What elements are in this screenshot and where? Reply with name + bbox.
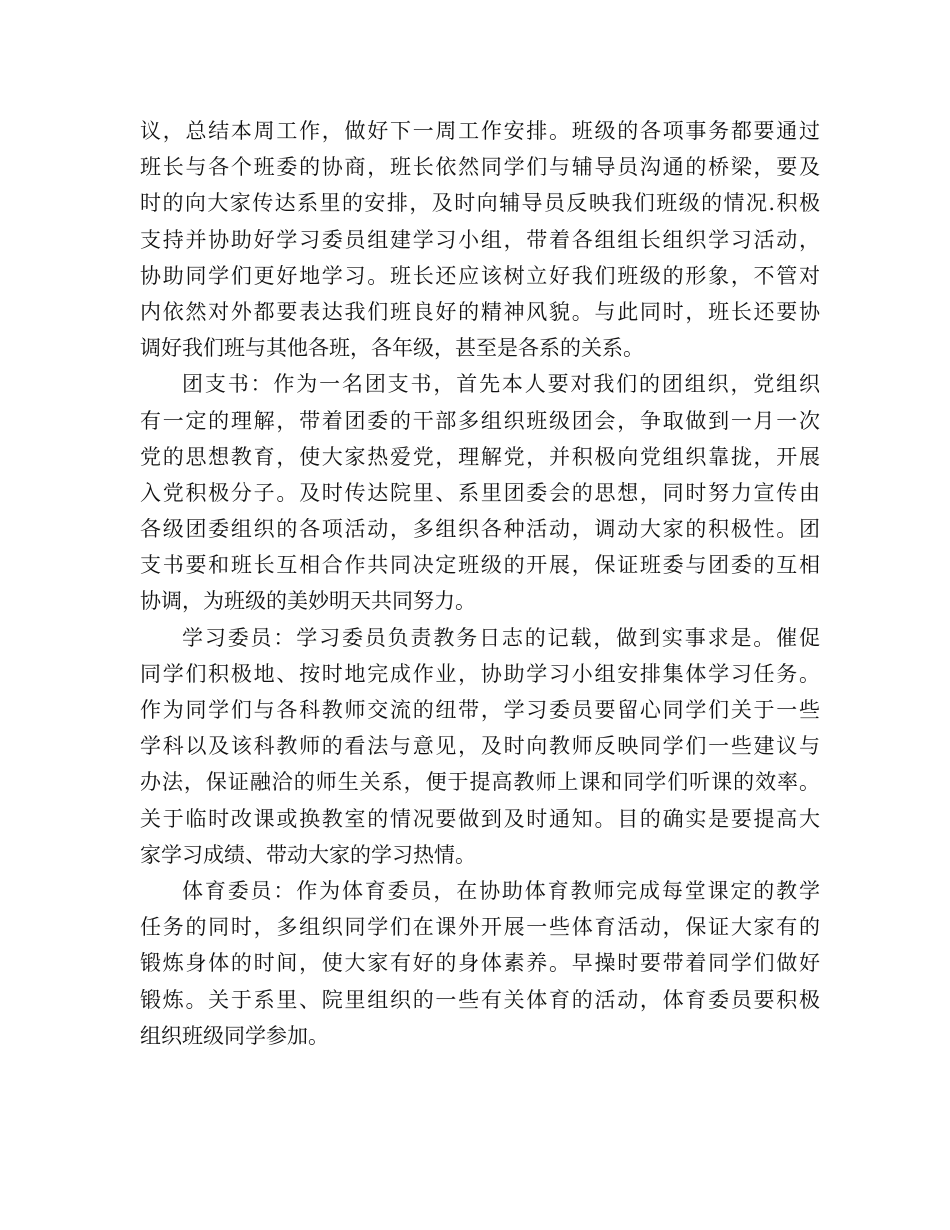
text-line: 调好我们班与其他各班，各年级，甚至是各系的关系。 — [140, 336, 644, 361]
text-line: 内依然对外都要表达我们班良好的精神风貌。与此同时，班长还要协 — [140, 299, 820, 324]
text-line: 支书要和班长互相合作共同决定班级的开展，保证班委与团委的互相 — [140, 553, 820, 578]
text-line: 组织班级同学参加。 — [140, 1023, 329, 1048]
text-line: 学科以及该科教师的看法与意见，及时向教师反映同学们一些建议与 — [140, 734, 820, 759]
text-line: 办法，保证融洽的师生关系，便于提高教师上课和同学们听课的效率。 — [140, 770, 820, 795]
text-line: 作为同学们与各科教师交流的纽带，学习委员要留心同学们关于一些 — [140, 698, 820, 722]
text-line: 议，总结本周工作，做好下一周工作安排。班级的各项事务都要通过 — [140, 119, 820, 143]
text-line: 时的向大家传达系里的安排，及时向辅导员反映我们班级的情况.积极 — [140, 191, 820, 216]
document-body — [140, 113, 820, 1054]
text-line: 协助同学们更好地学习。班长还应该树立好我们班级的形象，不管对 — [140, 263, 820, 288]
text-line: 家学习成绩、带动大家的学习热情。 — [140, 842, 476, 867]
text-line: 协调，为班级的美妙明天共同努力。 — [140, 589, 476, 614]
text-line: 支持并协助好学习委员组建学习小组，带着各组组长组织学习活动， — [140, 227, 820, 252]
text-line: 同学们积极地、按时地完成作业，协助学习小组安排集体学习任务。 — [140, 661, 820, 686]
text-line: 入党积极分子。及时传达院里、系里团委会的思想，同时努力宣传由 — [140, 480, 820, 505]
text-line: 各级团委组织的各项活动，多组织各种活动，调动大家的积极性。团 — [140, 517, 820, 542]
paragraph-first-line: 团支书：作为一名团支书，首先本人要对我们的团组织，党组织 — [182, 372, 820, 397]
text-line: 关于临时改课或换教室的情况要做到及时通知。目的确实是要提高大 — [140, 806, 820, 831]
text-line: 有一定的理解，带着团委的干部多组织班级团会，争取做到一月一次 — [140, 408, 820, 433]
text-line: 锻炼。关于系里、院里组织的一些有关体育的活动，体育委员要积极 — [140, 987, 820, 1012]
paragraph-first-line: 体育委员：作为体育委员，在协助体育教师完成每堂课定的教学 — [182, 878, 820, 903]
text-line: 锻炼身体的时间，使大家有好的身体素养。早操时要带着同学们做好 — [140, 951, 820, 976]
text-line: 党的思想教育，使大家热爱党，理解党，并积极向党组织靠拢，开展 — [140, 444, 820, 469]
text-line: 班长与各个班委的协商，班长依然同学们与辅导员沟通的桥梁，要及 — [140, 155, 820, 180]
paragraph-first-line: 学习委员：学习委员负责教务日志的记载，做到实事求是。催促 — [182, 625, 820, 650]
text-line: 任务的同时，多组织同学们在课外开展一些体育活动，保证大家有的 — [140, 915, 820, 940]
